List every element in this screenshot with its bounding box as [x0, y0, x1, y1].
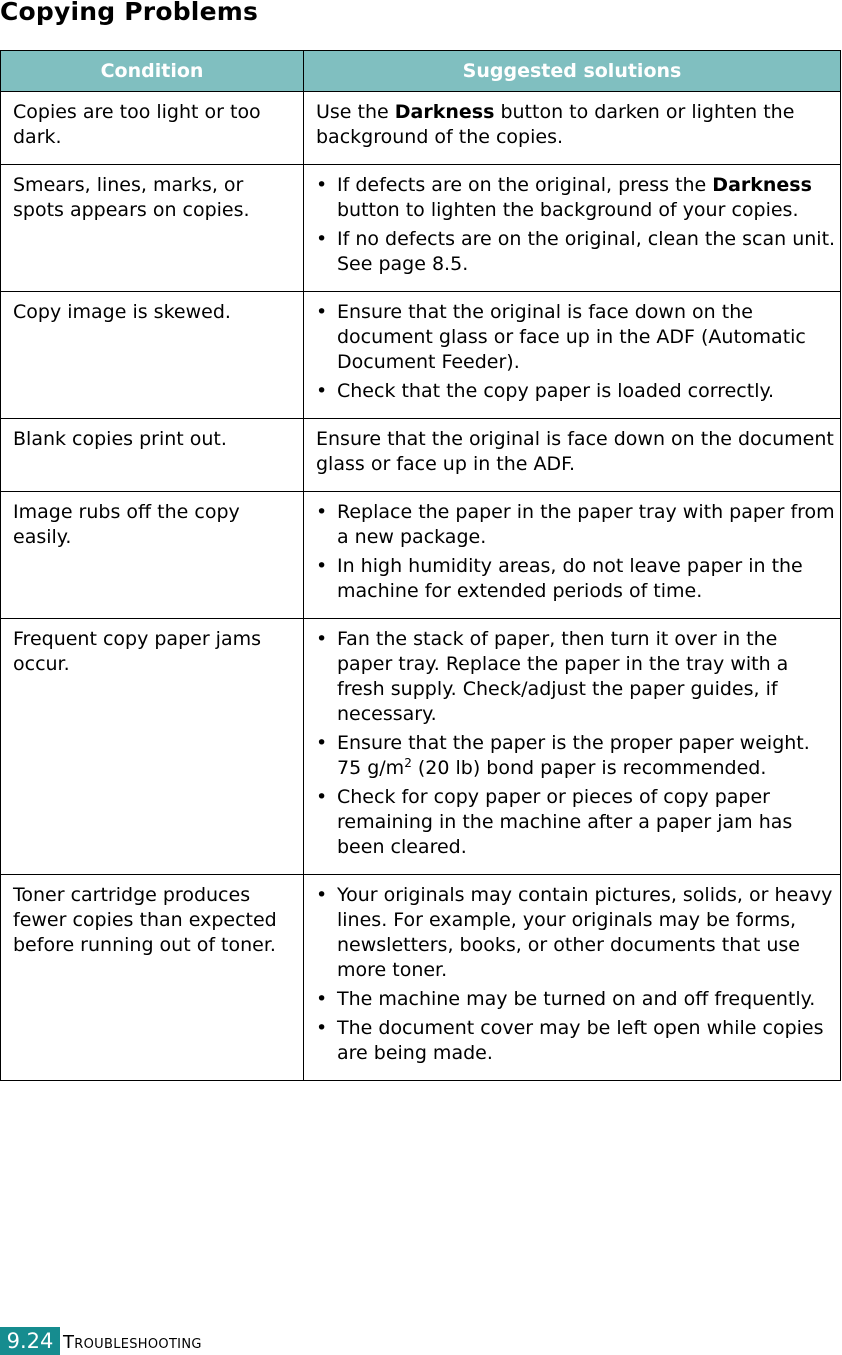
solution-text: button to darken or lighten the background of the copies. [316, 101, 795, 148]
darkness-button-ref: Darkness [394, 101, 495, 123]
section-name [63, 1332, 202, 1353]
solution-cell [304, 165, 841, 292]
condition-cell: Smears, lines, marks, or spots appears on copies. [1, 165, 304, 292]
page-title: Copying Problems [0, 0, 259, 26]
table-header-row [1, 51, 841, 92]
bullet-text: If no defects are on the original, clean the scan unit. See page 8.5. [337, 228, 836, 275]
condition-cell: Copy image is skewed. [1, 292, 304, 419]
bullet-text: The machine may be turned on and off frequently. [337, 988, 816, 1010]
superscript: 2 [404, 756, 412, 770]
solution-cell [304, 92, 841, 165]
bullet-text: Ensure that the paper is the proper paper weight. 75 g/m [337, 732, 810, 779]
bullet-text: Replace the paper in the paper tray with paper from a new package. [337, 501, 835, 548]
bullet-text: (20 lb) bond paper is recommended. [411, 757, 767, 779]
bullet-item [316, 554, 836, 604]
table-row [1, 419, 841, 492]
page-footer [0, 1324, 202, 1355]
table-row [1, 292, 841, 419]
bullet-item [316, 731, 836, 781]
solution-cell [304, 292, 841, 419]
bullet-icon: • [316, 555, 328, 577]
solution-text: Use the [316, 101, 395, 123]
bullet-item [316, 379, 836, 404]
darkness-button-ref: Darkness [712, 174, 812, 196]
bullet-icon: • [316, 732, 328, 754]
condition-cell: Image rubs off the copy easily. [1, 492, 304, 619]
condition-cell: Frequent copy paper jams occur. [1, 619, 304, 875]
table-row [1, 619, 841, 875]
bullet-icon: • [316, 628, 328, 650]
page-number: 9.24 [0, 1327, 60, 1355]
table-row [1, 165, 841, 292]
bullet-item [316, 627, 836, 727]
solution-cell [304, 875, 841, 1081]
bullet-text: button to lighten the background of your copies. [337, 199, 799, 221]
bullet-item [316, 987, 836, 1012]
bullet-icon: • [316, 501, 328, 523]
bullet-icon: • [316, 174, 328, 196]
bullet-item [316, 227, 836, 277]
bullet-item [316, 173, 836, 223]
bullet-icon: • [316, 786, 328, 808]
solution-cell [304, 619, 841, 875]
bullet-item [316, 883, 836, 983]
table-row [1, 92, 841, 165]
bullet-text: Your originals may contain pictures, solids, or heavy lines. For example, your originals may be forms, newsletters, books, or other documents that use more toner. [337, 884, 833, 981]
table-row [1, 492, 841, 619]
bullet-text: Check that the copy paper is loaded correctly. [337, 380, 775, 402]
header-condition: Condition [1, 51, 304, 92]
condition-cell: Toner cartridge produces fewer copies than expected before running out of toner. [1, 875, 304, 1081]
bullet-icon: • [316, 380, 328, 402]
header-suggested-solutions: Suggested solutions [304, 51, 841, 92]
solution-cell [304, 492, 841, 619]
bullet-text: In high humidity areas, do not leave paper in the machine for extended periods of time. [337, 555, 803, 602]
bullet-text: The document cover may be left open while copies are being made. [337, 1017, 824, 1064]
bullet-text: Check for copy paper or pieces of copy paper remaining in the machine after a paper jam has been cleared. [337, 786, 793, 858]
bullet-text: Ensure that the original is face down on the document glass or face up in the ADF (Automatic Document Feeder). [337, 301, 806, 373]
bullet-item [316, 300, 836, 375]
bullet-text: If defects are on the original, press the [337, 174, 713, 196]
solution-cell: Ensure that the original is face down on the document glass or face up in the ADF. [304, 419, 841, 492]
bullet-icon: • [316, 884, 328, 906]
bullet-icon: • [316, 988, 328, 1010]
bullet-item [316, 1016, 836, 1066]
troubleshooting-table [0, 50, 841, 1081]
condition-cell: Blank copies print out. [1, 419, 304, 492]
bullet-item [316, 785, 836, 860]
bullet-text: Fan the stack of paper, then turn it over in the paper tray. Replace the paper in the tray with a fresh supply. Check/adjust the paper guides, if necessary. [337, 628, 789, 725]
table-row [1, 875, 841, 1081]
section-initial: T [63, 1332, 75, 1353]
bullet-icon: • [316, 228, 328, 250]
condition-cell: Copies are too light or too dark. [1, 92, 304, 165]
section-rest: ROUBLESHOOTING [74, 1337, 202, 1352]
bullet-item [316, 500, 836, 550]
bullet-icon: • [316, 301, 328, 323]
bullet-icon: • [316, 1017, 328, 1039]
